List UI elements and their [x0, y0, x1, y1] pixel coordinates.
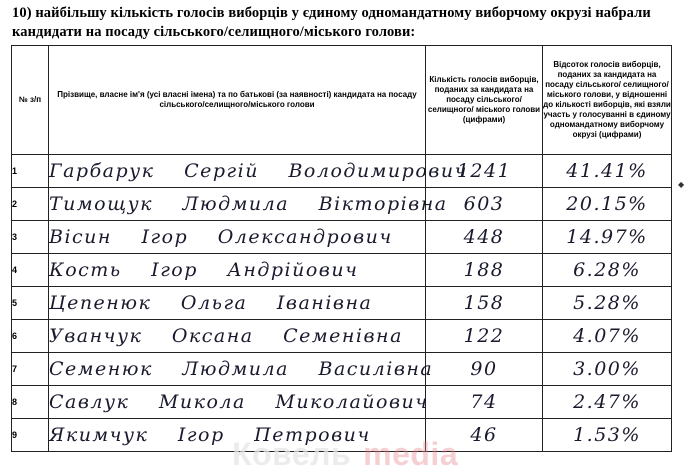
- table-row: [12, 386, 672, 419]
- candidate-name: Гарбарук Сергій Володимирович: [49, 155, 426, 188]
- row-number: 2: [12, 188, 49, 221]
- row-number: 3: [12, 221, 49, 254]
- section-heading: 10) найбільшу кількість голосів виборців у єдиному одномандатному виборчому окрузі набрали кандидати на посаду сільського/селищного/міського голови:: [12, 5, 651, 40]
- candidate-name: Вісин Ігор Олександрович: [49, 221, 426, 254]
- vote-count: 74: [426, 386, 543, 419]
- vote-count: 448: [426, 221, 543, 254]
- candidate-name: Цепенюк Ольга Іванівна: [49, 287, 426, 320]
- watermark-part-1: Ковель: [232, 436, 352, 472]
- candidate-name: Савлук Микола Миколайович: [49, 386, 426, 419]
- row-number: 9: [12, 419, 49, 452]
- vote-count: 1241: [426, 155, 543, 188]
- vote-count: 46: [426, 419, 543, 452]
- row-number: 1: [12, 155, 49, 188]
- row-number: 7: [12, 353, 49, 386]
- table-row: [12, 353, 672, 386]
- header-name: Прізвище, власне ім'я (усі власні імена) та по батькові (за наявності) кандидата на посаду сільського/селищного/міського голови: [49, 46, 426, 155]
- vote-percent: 4.07%: [543, 320, 672, 353]
- vote-percent: 3.00%: [543, 353, 672, 386]
- watermark-logo: [232, 436, 458, 473]
- vote-count: 122: [426, 320, 543, 353]
- margin-mark: ◆: [678, 180, 685, 189]
- row-number: 8: [12, 386, 49, 419]
- table-header-row: [12, 46, 672, 155]
- table-row: [12, 320, 672, 353]
- header-percent: Відсоток голосів виборців, поданих за кандидата на посаду сільського/ селищного/міського голови, у відношенні до кількості виборців, які взяли участь у голосуванні в єдиному одномандатному виборчому окрузі (цифрами): [543, 46, 672, 155]
- table-row: [12, 188, 672, 221]
- vote-percent: 20.15%: [543, 188, 672, 221]
- vote-percent: 6.28%: [543, 254, 672, 287]
- vote-percent: 41.41%: [543, 155, 672, 188]
- vote-percent: 2.47%: [543, 386, 672, 419]
- candidate-name: Кость Ігор Андрійович: [49, 254, 426, 287]
- vote-percent: 5.28%: [543, 287, 672, 320]
- vote-count: 158: [426, 287, 543, 320]
- header-num: № з/п: [12, 46, 49, 155]
- candidate-name: Тимощук Людмила Вікторівна: [49, 188, 426, 221]
- vote-percent: 1.53%: [543, 419, 672, 452]
- table-row: [12, 287, 672, 320]
- row-number: 5: [12, 287, 49, 320]
- candidate-name: Якимчук Ігор Петрович: [49, 419, 426, 452]
- vote-count: 603: [426, 188, 543, 221]
- row-number: 4: [12, 254, 49, 287]
- results-table: [11, 45, 672, 452]
- table-row: [12, 221, 672, 254]
- candidate-name: Уванчук Оксана Семенівна: [49, 320, 426, 353]
- watermark-part-2: media: [363, 436, 459, 472]
- candidate-name: Семенюк Людмила Василівна: [49, 353, 426, 386]
- row-number: 6: [12, 320, 49, 353]
- vote-count: 90: [426, 353, 543, 386]
- table-row: [12, 155, 672, 188]
- vote-percent: 14.97%: [543, 221, 672, 254]
- vote-count: 188: [426, 254, 543, 287]
- table-row: [12, 254, 672, 287]
- header-votes: Кількість голосів виборців, поданих за кандидата на посаду сільського/селищного/ міського голови (цифрами): [426, 46, 543, 155]
